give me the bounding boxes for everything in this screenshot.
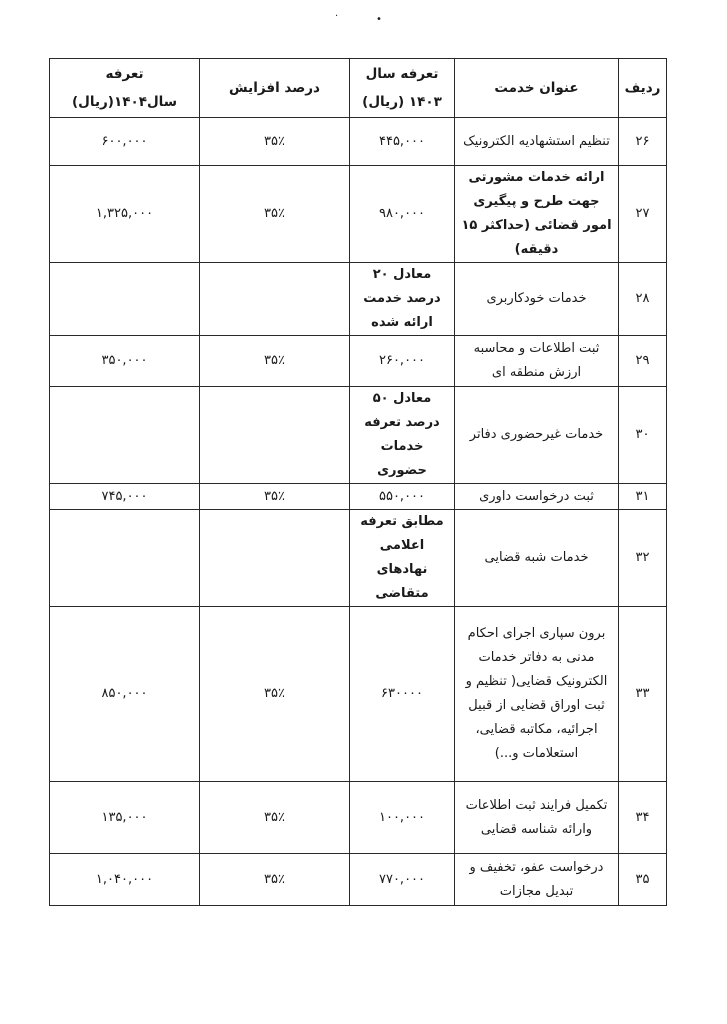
tariff-1404: ۳۵۰,۰۰۰	[50, 336, 200, 387]
tariff-1403: ۵۵۰,۰۰۰	[350, 484, 455, 510]
tariff-1403: ۴۴۵,۰۰۰	[350, 118, 455, 166]
header-service-title: عنوان خدمت	[455, 59, 619, 118]
table-row	[50, 607, 667, 782]
service-title: خدمات شبه قضایی	[455, 510, 619, 607]
tariff-1404: ۱,۳۲۵,۰۰۰	[50, 166, 200, 263]
row-number: ۳۱	[619, 484, 667, 510]
service-title: تنظیم استشهادیه الکترونیک	[455, 118, 619, 166]
header-row-number: ردیف	[619, 59, 667, 118]
table-row	[50, 336, 667, 387]
tariff-1404: ۸۵۰,۰۰۰	[50, 607, 200, 782]
increase-percent: ۳۵٪	[200, 607, 350, 782]
row-number: ۲۸	[619, 263, 667, 336]
tariff-1403: مطابق تعرفه اعلامی نهادهای متقاضی	[350, 510, 455, 607]
row-number: ۲۷	[619, 166, 667, 263]
row-number: ۲۹	[619, 336, 667, 387]
tariff-1403: ۹۸۰,۰۰۰	[350, 166, 455, 263]
table-row	[50, 263, 667, 336]
increase-percent	[200, 387, 350, 484]
tariff-1404: ۱۳۵,۰۰۰	[50, 782, 200, 854]
tariff-1403: ۷۷۰,۰۰۰	[350, 854, 455, 906]
table-row	[50, 854, 667, 906]
tariff-1404: ۶۰۰,۰۰۰	[50, 118, 200, 166]
service-title: ارائه خدمات مشورتی جهت طرح و پیگیری امور قضائی (حداکثر ۱۵ دقیقه)	[455, 166, 619, 263]
header-tariff-1403: تعرفه سال ۱۴۰۳ (ریال)	[350, 59, 455, 118]
increase-percent: ۳۵٪	[200, 854, 350, 906]
service-title: درخواست عفو، تخفیف و تبدیل مجازات	[455, 854, 619, 906]
increase-percent: ۳۵٪	[200, 484, 350, 510]
row-number: ۳۲	[619, 510, 667, 607]
table-row	[50, 510, 667, 607]
increase-percent	[200, 510, 350, 607]
service-title: ثبت درخواست داوری	[455, 484, 619, 510]
service-title: برون سپاری اجرای احکام مدنی به دفاتر خدمات الکترونیک قضایی( تنظیم و ثبت اوراق قضایی از قبیل اجرائیه، مکاتبه قضایی، استعلامات و...)	[455, 607, 619, 782]
increase-percent: ۳۵٪	[200, 166, 350, 263]
increase-percent: ۳۵٪	[200, 118, 350, 166]
tariff-1404	[50, 510, 200, 607]
increase-percent	[200, 263, 350, 336]
tariff-1404: ۱,۰۴۰,۰۰۰	[50, 854, 200, 906]
service-title: خدمات خودکاربری	[455, 263, 619, 336]
tariff-1404	[50, 387, 200, 484]
row-number: ۳۴	[619, 782, 667, 854]
table-row	[50, 166, 667, 263]
service-title: تکمیل فرایند ثبت اطلاعات وارائه شناسه قضایی	[455, 782, 619, 854]
service-title: ثبت اطلاعات و محاسبه ارزش منطقه ای	[455, 336, 619, 387]
table-row	[50, 387, 667, 484]
increase-percent: ۳۵٪	[200, 782, 350, 854]
row-number: ۳۵	[619, 854, 667, 906]
service-title: خدمات غیرحضوری دفاتر	[455, 387, 619, 484]
table-row	[50, 118, 667, 166]
tariff-1404: ۷۴۵,۰۰۰	[50, 484, 200, 510]
row-number: ۳۰	[619, 387, 667, 484]
tariff-1403: ۱۰۰,۰۰۰	[350, 782, 455, 854]
tariff-table	[49, 58, 667, 906]
header-row	[50, 59, 667, 118]
tariff-1403: ۲۶۰,۰۰۰	[350, 336, 455, 387]
table-row	[50, 782, 667, 854]
tariff-1404	[50, 263, 200, 336]
increase-percent: ۳۵٪	[200, 336, 350, 387]
scan-dot: •	[376, 14, 382, 25]
header-increase-percent: درصد افزایش	[200, 59, 350, 118]
row-number: ۳۳	[619, 607, 667, 782]
scan-dot: ·	[335, 11, 339, 22]
table-row	[50, 484, 667, 510]
tariff-1403: معادل ۵۰ درصد تعرفه خدمات حضوری	[350, 387, 455, 484]
tariff-1403: ۶۳۰۰۰۰	[350, 607, 455, 782]
tariff-1403: معادل ۲۰ درصد خدمت ارائه شده	[350, 263, 455, 336]
row-number: ۲۶	[619, 118, 667, 166]
header-tariff-1404: تعرفه سال۱۴۰۴(ریال)	[50, 59, 200, 118]
